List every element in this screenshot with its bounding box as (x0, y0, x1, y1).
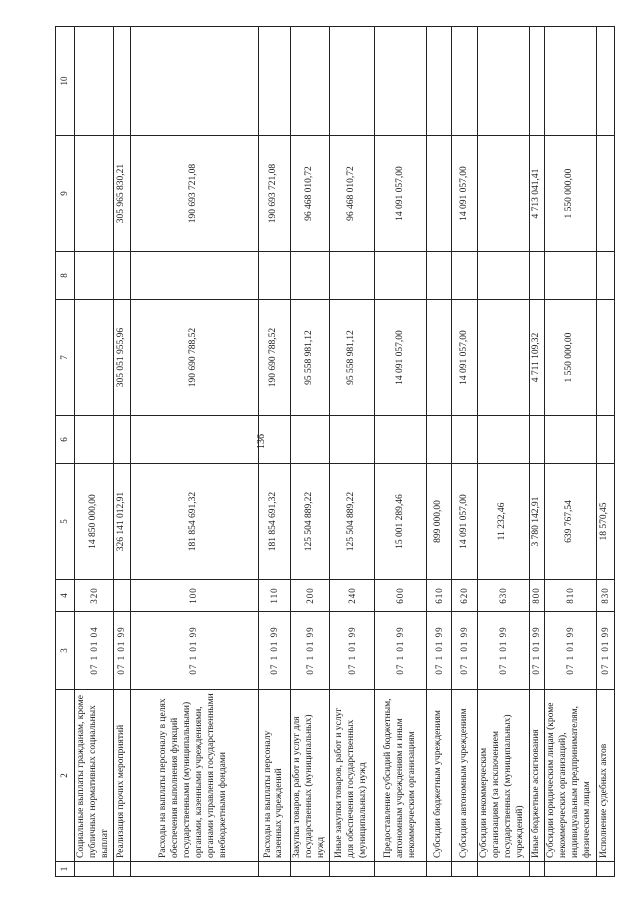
blank-cell (477, 862, 529, 877)
blank-cell (114, 862, 130, 877)
row-value-col9 (427, 136, 452, 252)
row-value-col5: 181 854 691,32 (130, 464, 258, 580)
column-header: 6 (56, 416, 75, 464)
row-vr: 240 (330, 580, 375, 612)
row-value-col8 (330, 252, 375, 300)
blank-cell (452, 862, 477, 877)
row-code: 07 1 01 99 (529, 612, 544, 690)
table-row (375, 27, 427, 877)
column-header: 2 (56, 690, 75, 862)
row-value-col9: 305 965 830,21 (114, 136, 130, 252)
table-row (529, 27, 544, 877)
row-name: Исполнение судебных актов (596, 690, 614, 862)
row-value-col8 (477, 252, 529, 300)
row-value-col6 (375, 416, 427, 464)
row-name: Расходы на выплаты персоналу в целях обеспечения выполнения функций государственными (муниципальными) органами, казенными учреждениями, органами управления государственными внебюджетными фондами (130, 690, 258, 862)
row-code: 07 1 01 99 (114, 612, 130, 690)
row-value-col6 (114, 416, 130, 464)
row-vr: 810 (544, 580, 596, 612)
row-value-col7: 95 558 981,12 (330, 300, 375, 416)
row-code: 07 1 01 04 (75, 612, 114, 690)
table-row (544, 27, 596, 877)
row-value-col6 (291, 416, 330, 464)
row-value-col5: 899 000,00 (427, 464, 452, 580)
table-row (452, 27, 477, 877)
row-value-col5: 125 504 889,22 (330, 464, 375, 580)
row-vr: 610 (427, 580, 452, 612)
row-vr: 320 (75, 580, 114, 612)
row-name: Реализация прочих мероприятий (114, 690, 130, 862)
row-vr: 830 (596, 580, 614, 612)
row-name: Расходы на выплаты персоналу казенных учреждений (258, 690, 291, 862)
row-value-col7: 14 091 057,00 (452, 300, 477, 416)
column-header: 8 (56, 252, 75, 300)
row-name: Субсидии некоммерческим организациям (за исключением государственных (муниципальных) учреждений) (477, 690, 529, 862)
row-value-col7 (477, 300, 529, 416)
table-row (130, 27, 258, 877)
table-row (596, 27, 614, 877)
row-value-col9: 14 091 057,00 (452, 136, 477, 252)
row-name: Социальные выплаты гражданам, кроме публичных нормативных социальных выплат (75, 690, 114, 862)
column-header: 1 (56, 862, 75, 877)
row-value-col8 (544, 252, 596, 300)
row-value-col9 (477, 136, 529, 252)
row-value-col10 (452, 27, 477, 136)
row-value-col9: 14 091 057,00 (375, 136, 427, 252)
row-code: 07 1 01 99 (291, 612, 330, 690)
row-code: 07 1 01 99 (258, 612, 291, 690)
table-row (291, 27, 330, 877)
row-value-col6 (427, 416, 452, 464)
row-vr: 100 (130, 580, 258, 612)
row-value-col7: 4 711 109,32 (529, 300, 544, 416)
row-value-col8 (427, 252, 452, 300)
row-value-col6 (596, 416, 614, 464)
row-value-col5: 18 570,45 (596, 464, 614, 580)
row-value-col6 (529, 416, 544, 464)
row-value-col10 (75, 27, 114, 136)
row-value-col10 (330, 27, 375, 136)
row-value-col8 (529, 252, 544, 300)
row-value-col5: 326 141 012,91 (114, 464, 130, 580)
table-body (75, 27, 615, 877)
row-value-col9: 190 693 721,08 (130, 136, 258, 252)
row-code: 07 1 01 99 (477, 612, 529, 690)
row-name: Субсидии бюджетным учреждениям (427, 690, 452, 862)
row-value-col5: 11 232,46 (477, 464, 529, 580)
row-code: 07 1 01 99 (130, 612, 258, 690)
table-row (75, 27, 114, 877)
row-value-col8 (75, 252, 114, 300)
row-value-col7: 14 091 057,00 (375, 300, 427, 416)
row-value-col6 (544, 416, 596, 464)
column-header: 10 (56, 27, 75, 136)
row-value-col5: 14 091 057,00 (452, 464, 477, 580)
row-value-col7 (75, 300, 114, 416)
column-header: 7 (56, 300, 75, 416)
row-name: Закупка товаров, работ и услуг для государственных (муниципальных) нужд (291, 690, 330, 862)
blank-cell (258, 862, 291, 877)
row-value-col8 (452, 252, 477, 300)
row-value-col10 (427, 27, 452, 136)
row-value-col5: 125 504 889,22 (291, 464, 330, 580)
row-value-col10 (258, 27, 291, 136)
column-header: 3 (56, 612, 75, 690)
row-value-col8 (596, 252, 614, 300)
row-vr: 800 (529, 580, 544, 612)
blank-cell (596, 862, 614, 877)
row-value-col5: 15 001 289,46 (375, 464, 427, 580)
blank-cell (529, 862, 544, 877)
row-value-col9: 4 713 041,41 (529, 136, 544, 252)
table-row (114, 27, 130, 877)
row-value-col10 (291, 27, 330, 136)
row-value-col8 (375, 252, 427, 300)
row-vr: 600 (375, 580, 427, 612)
column-header: 9 (56, 136, 75, 252)
row-value-col9: 96 468 010,72 (291, 136, 330, 252)
row-value-col10 (130, 27, 258, 136)
row-value-col8 (114, 252, 130, 300)
row-value-col10 (477, 27, 529, 136)
row-value-col7: 1 550 000,00 (544, 300, 596, 416)
column-header: 4 (56, 580, 75, 612)
row-value-col8 (130, 252, 258, 300)
row-value-col5: 181 854 691,32 (258, 464, 291, 580)
row-code: 07 1 01 99 (375, 612, 427, 690)
blank-cell (330, 862, 375, 877)
row-code: 07 1 01 99 (544, 612, 596, 690)
row-value-col6 (258, 416, 291, 464)
row-value-col9 (596, 136, 614, 252)
row-value-col7: 190 690 788,52 (258, 300, 291, 416)
budget-table (55, 26, 615, 877)
row-value-col10 (375, 27, 427, 136)
row-vr (114, 580, 130, 612)
blank-cell (75, 862, 114, 877)
row-code: 07 1 01 99 (427, 612, 452, 690)
row-value-col5: 3 780 142,91 (529, 464, 544, 580)
page-number: 136 (256, 434, 267, 449)
row-name: Субсидии автономным учреждениям (452, 690, 477, 862)
row-value-col9: 190 693 721,08 (258, 136, 291, 252)
row-value-col9 (75, 136, 114, 252)
row-code: 07 1 01 99 (330, 612, 375, 690)
blank-cell (427, 862, 452, 877)
row-value-col6 (75, 416, 114, 464)
row-value-col6 (477, 416, 529, 464)
row-value-col7: 95 558 981,12 (291, 300, 330, 416)
row-value-col8 (291, 252, 330, 300)
row-vr: 200 (291, 580, 330, 612)
blank-cell (544, 862, 596, 877)
row-value-col10 (114, 27, 130, 136)
row-value-col7 (427, 300, 452, 416)
row-value-col6 (330, 416, 375, 464)
row-value-col7: 190 690 788,52 (130, 300, 258, 416)
row-name: Субсидии юридическим лицам (кроме некоммерческих организаций), индивидуальным предпринимателям, физическим лицам (544, 690, 596, 862)
table-row (330, 27, 375, 877)
blank-cell (130, 862, 258, 877)
row-name: Предоставление субсидий бюджетным, автономным учреждениям и иным некоммерческим организациям (375, 690, 427, 862)
row-value-col5: 14 850 000,00 (75, 464, 114, 580)
blank-cell (291, 862, 330, 877)
row-value-col10 (596, 27, 614, 136)
blank-cell (375, 862, 427, 877)
row-value-col6 (452, 416, 477, 464)
row-value-col9: 96 468 010,72 (330, 136, 375, 252)
row-value-col9: 1 550 000,00 (544, 136, 596, 252)
row-value-col8 (258, 252, 291, 300)
row-code: 07 1 01 99 (596, 612, 614, 690)
row-value-col5: 639 767,54 (544, 464, 596, 580)
row-value-col7: 305 051 955,96 (114, 300, 130, 416)
row-vr: 110 (258, 580, 291, 612)
column-header: 5 (56, 464, 75, 580)
row-value-col10 (529, 27, 544, 136)
row-value-col7 (596, 300, 614, 416)
row-value-col10 (544, 27, 596, 136)
row-code: 07 1 01 99 (452, 612, 477, 690)
table-row (427, 27, 452, 877)
row-name: Иные закупки товаров, работ и услуг для обеспечения государственных (муниципальных) нужд (330, 690, 375, 862)
table-row (477, 27, 529, 877)
header-row (56, 27, 75, 877)
row-vr: 620 (452, 580, 477, 612)
row-value-col6 (130, 416, 258, 464)
row-name: Иные бюджетные ассигнования (529, 690, 544, 862)
table-row (258, 27, 291, 877)
budget-table-container (55, 27, 615, 877)
row-vr: 630 (477, 580, 529, 612)
